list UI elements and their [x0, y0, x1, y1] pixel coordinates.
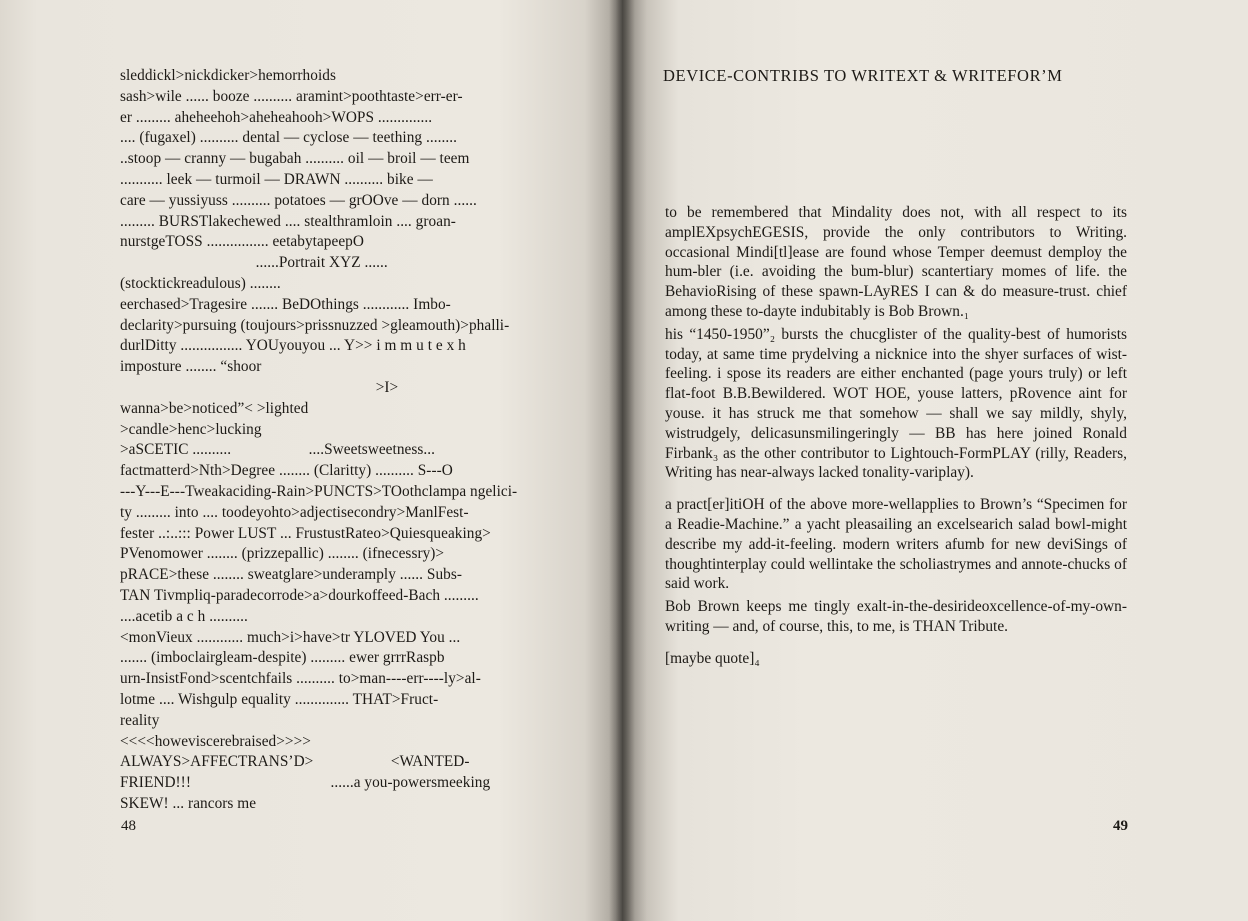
text-line: factmatterd>Nth>Degree ........ (Claritty) .......... S---O	[120, 462, 453, 480]
text-line: ....... (imboclairgleam-despite) ......... ewer grrrRaspb	[120, 649, 445, 667]
paragraph-3: a pract[er]itiOH of the above more-wellapplies to Brown’s “Specimen for a Readie-Machine.” a yacht pleasailing an excelsearich salad bowl-might describe my add-it-feeling. modern writers afumb for new deviSings of thoughtinterplay could wellintake the scholiastrymes and annote-chucks of said work.	[665, 496, 1127, 593]
text-line: ....acetib a c h ..........	[120, 607, 248, 625]
text-line: eerchased>Tragesire ....... BeDOthings ............ Imbo-	[120, 295, 451, 313]
paragraph-4: Bob Brown keeps me tingly exalt-in-the-desirideoxcellence-of-my-own-writing — and, of course, this, to me, is THAN Tribute.	[665, 598, 1127, 635]
text-line: reality	[120, 711, 160, 729]
left-page	[0, 0, 622, 921]
left-page-number: 48	[121, 818, 136, 834]
paragraph-1: to be remembered that Mindality does not, with all respect to its amplEXpsychEGESIS, provide the only contributors to Writing. occasional Mindi[tl]ease are found whose Temper deemust demploy the hum-bler (i.e. avoiding the bum-blur) scantertiary momes of life. the BehavioRising of these spawn-LAyRES I can & do measure-trust. chief among these to-dayte indubitably is Bob Brown.₁	[665, 204, 1127, 320]
text-line: ---Y---E---Tweakaciding-Rain>PUNCTS>TOothclampa ngelici-	[120, 482, 518, 500]
text-line: er ......... aheheehoh>aheheahooh>WOPS ..............	[120, 108, 433, 126]
text-line: fester ..:..::: Power LUST ... FrustustRateo>Quiesqueaking>	[120, 524, 491, 542]
text-line: <monVieux ............ much>i>have>tr YLOVED You ...	[120, 628, 461, 646]
book-gutter	[609, 0, 635, 921]
text-line: imposture ........ “shoor	[120, 358, 262, 376]
text-line: TAN Tivmpliq-paradecorrode>a>dourkoffeed-Bach .........	[120, 586, 479, 604]
text-line: FRIEND!!! ......a you-powersmeeking	[120, 774, 491, 792]
right-page-number: 49	[1113, 818, 1128, 834]
text-line: >aSCETIC .......... ....Sweetsweetness...	[120, 441, 435, 459]
chapter-heading: DEVICE-CONTRIBS TO WRITEXT & WRITEFOR’M	[663, 66, 1063, 85]
text-line: ty ......... into .... toodeyohto>adjectisecondry>ManlFest-	[120, 503, 469, 521]
text-line: declarity>pursuing (toujours>prissnuzzed >gleamouth)>phalli-	[120, 316, 510, 334]
text-line: lotme .... Wishgulp equality .............. THAT>Fruct-	[120, 690, 439, 708]
text-line: durlDitty ................ YOUyouyou ... Y>> i m m u t e x h	[120, 337, 466, 355]
text-line: SKEW! ... rancors me	[120, 794, 257, 812]
text-line: <<<<howeviscerebraised>>>>	[120, 732, 311, 750]
text-line: (stocktickreadulous) ........	[120, 274, 281, 292]
text-line: PVenomower ........ (prizzepallic) ........ (ifnecessry)>	[120, 545, 445, 563]
text-line: ALWAYS>AFFECTRANS’D> <WANTED-	[120, 753, 470, 771]
text-line: .... (fugaxel) .......... dental — cyclose — teething ........	[120, 129, 457, 147]
text-line: care — yussiyuss .......... potatoes — grOOve — dorn ......	[120, 191, 477, 209]
paragraph-2: his “1450-1950”₂ bursts the chucglister of the quality-best of humorists today, at same time prydelving a nicknice into the shyer surfaces of wist-feeling. i spose its readers are either enchanted (page yours truly) or left flat-foot B.B.Bewildered. WOT HOE, youse latters, pRovence aint for youse. it has struck me that somehow — shall we say mildly, shyly, wistrudgely, delicasunsmilingeringly — BB has here joined Ronald Firbank₃ as the other contributor to Lightouch-FormPLAY (rilly, Readers, Writing has near-always lacked tonality-variplay).	[665, 325, 1127, 482]
text-line: pRACE>these ........ sweatglare>underamply ...... Subs-	[120, 566, 463, 584]
text-line: >I>	[120, 378, 399, 396]
right-page-body	[665, 203, 1127, 676]
text-line: ......Portrait XYZ ......	[120, 254, 388, 272]
text-line: ........... leek — turmoil — DRAWN .......... bike —	[120, 170, 433, 188]
text-line: >candle>henc>lucking	[120, 420, 262, 438]
text-line: ......... BURSTlakechewed .... stealthramloin .... groan-	[120, 212, 456, 230]
paragraph-5: [maybe quote]₄	[665, 649, 760, 667]
right-page	[622, 0, 1248, 921]
text-line: nurstgeTOSS ................ eetabytapeepO	[120, 233, 364, 251]
left-page-text	[120, 66, 582, 815]
text-line: urn-InsistFond>scentchfails .......... to>man----err----ly>al-	[120, 670, 481, 688]
text-line: sash>wile ...... booze .......... aramint>poothtaste>err-er-	[120, 87, 463, 105]
text-line: ..stoop — cranny — bugabah .......... oil — broil — teem	[120, 150, 470, 168]
text-line: wanna>be>noticed”< >lighted	[120, 399, 309, 417]
text-line: sleddickl>nickdicker>hemorrhoids	[120, 67, 336, 84]
